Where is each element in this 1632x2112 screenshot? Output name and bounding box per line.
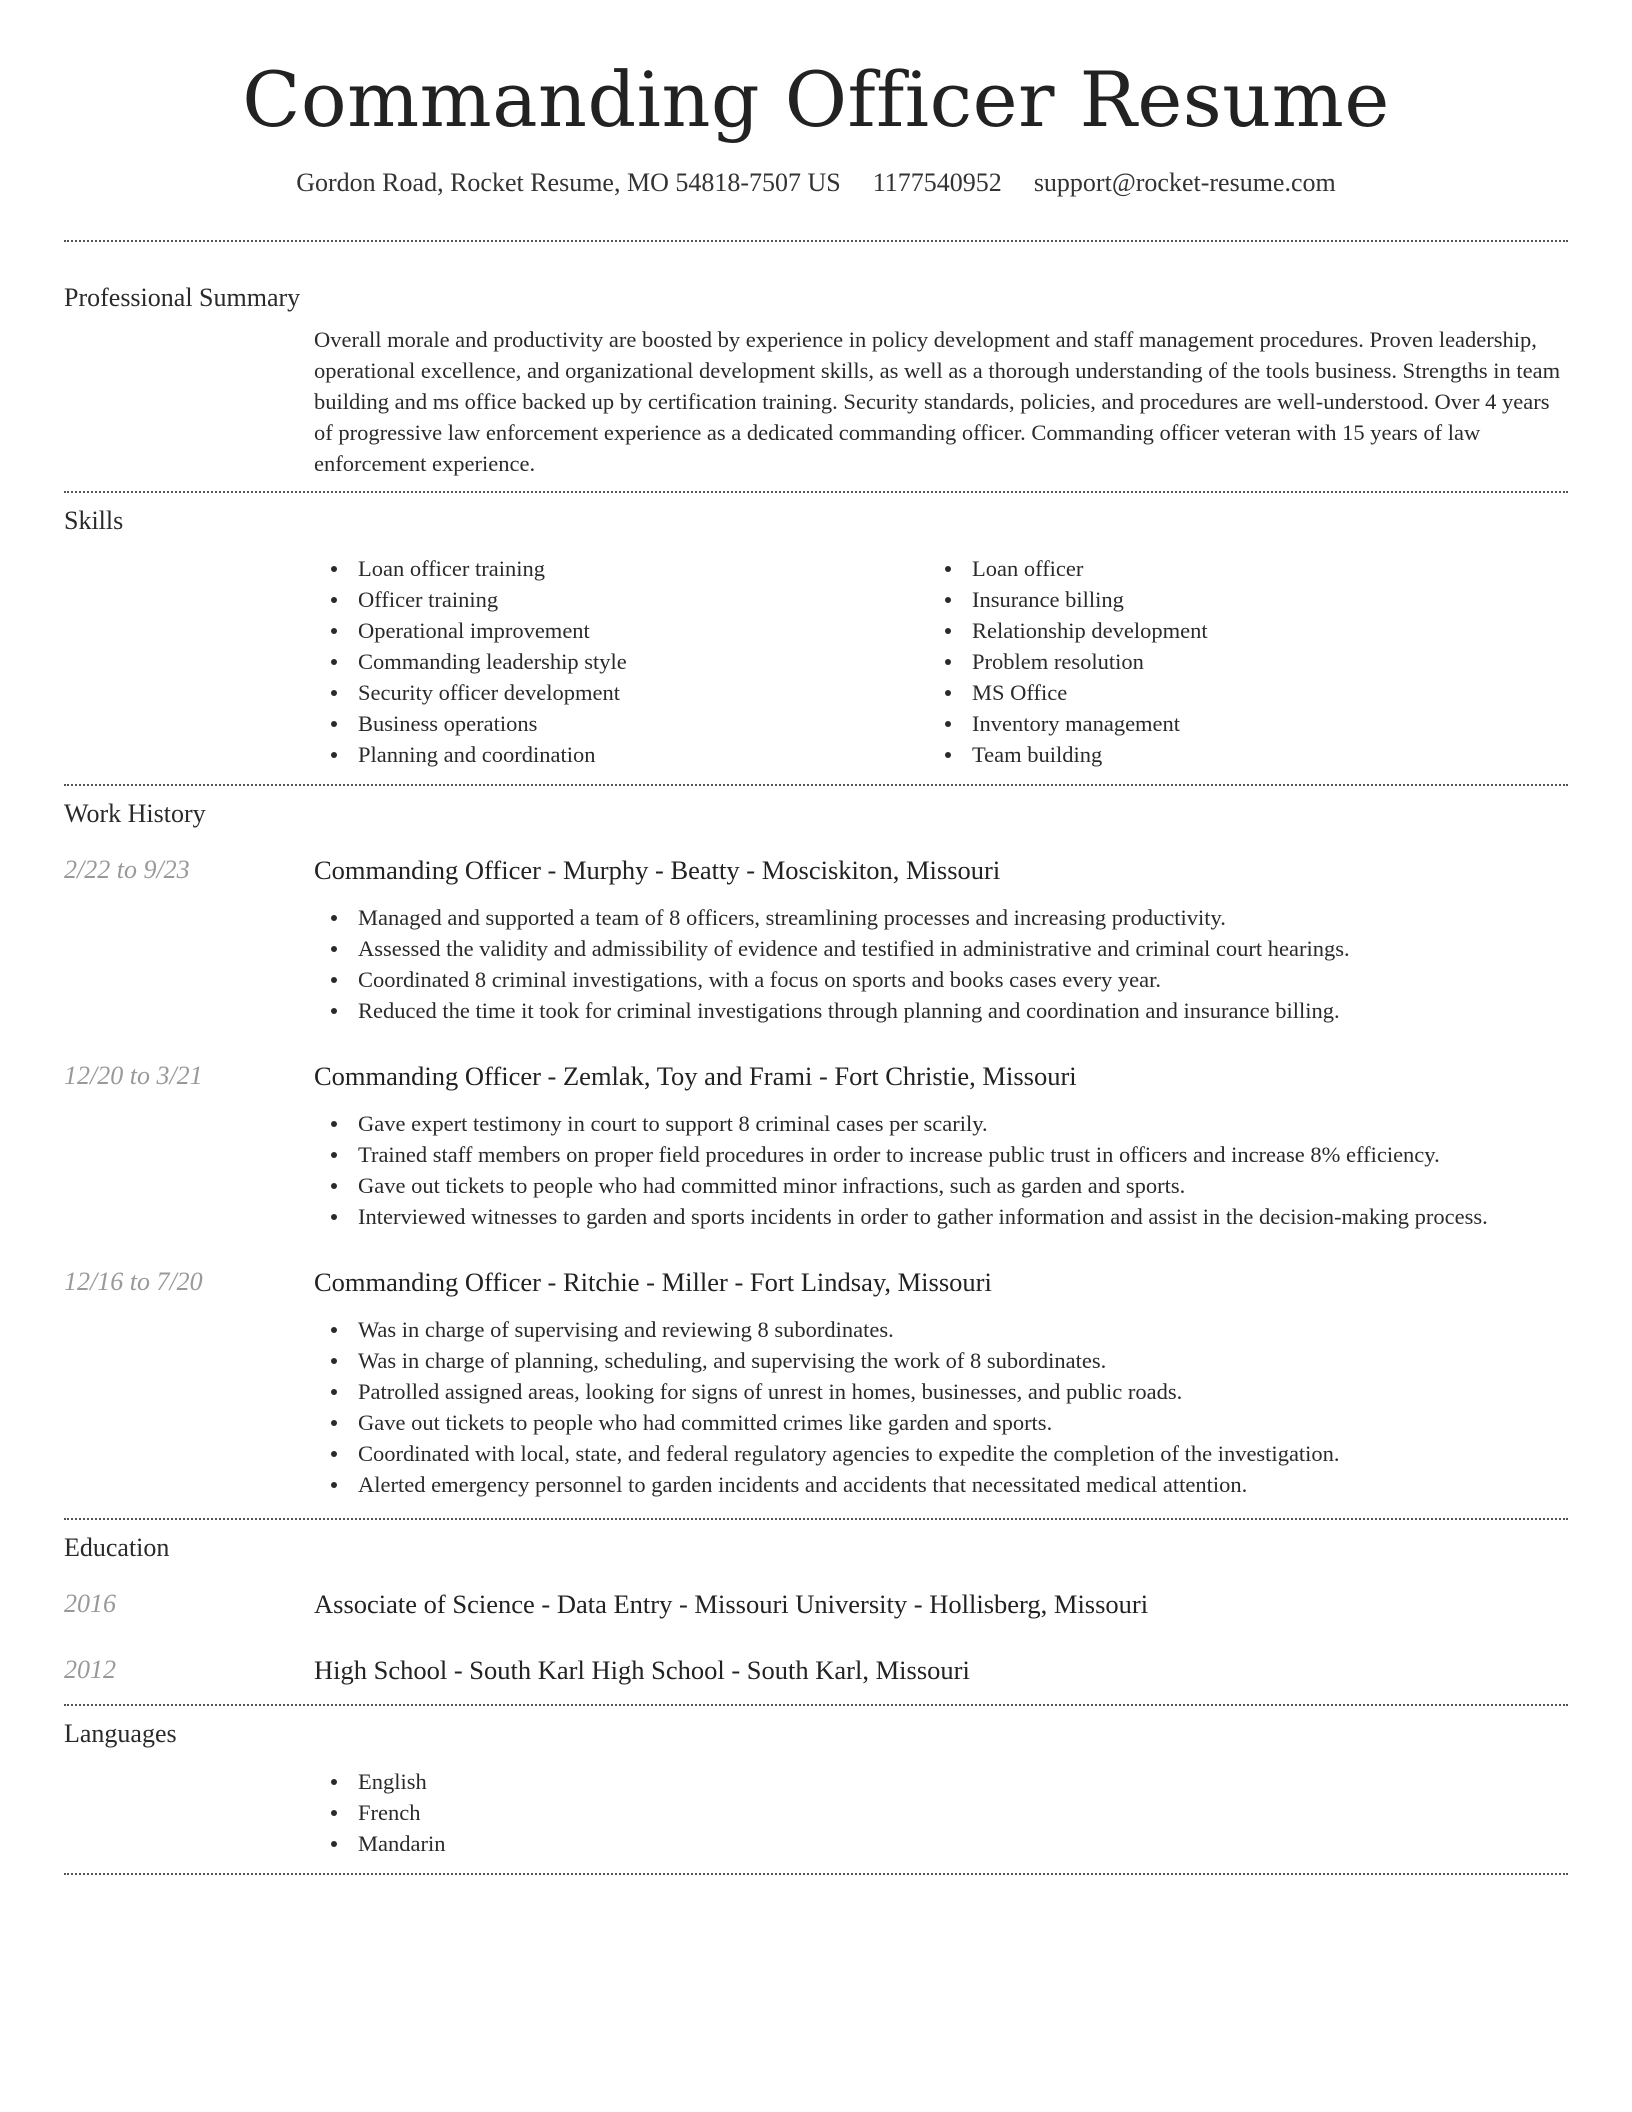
summary-heading: Professional Summary (64, 283, 301, 312)
education-title: High School - South Karl High School - South Karl, Missouri (314, 1655, 970, 1685)
language-item: English (314, 1766, 1568, 1797)
job-bullet: Interviewed witnesses to garden and sports incidents in order to gather information and assist in the decision-making process. (314, 1201, 1568, 1232)
job-bullet: Was in charge of supervising and reviewing 8 subordinates. (314, 1314, 1568, 1345)
contact-line (64, 168, 1568, 198)
skills-section (64, 505, 1568, 770)
skill-item: Commanding leadership style (314, 646, 928, 677)
job-title: Commanding Officer - Zemlak, Toy and Frami - Fort Christie, Missouri (314, 1061, 1077, 1091)
job-entry (64, 854, 1568, 1026)
skill-item: Loan officer (928, 553, 1542, 584)
contact-email: support@rocket-resume.com (1033, 168, 1336, 197)
skills-heading: Skills (64, 506, 124, 535)
skill-item: Planning and coordination (314, 739, 928, 770)
skill-item: Relationship development (928, 615, 1542, 646)
job-entry (64, 1060, 1568, 1232)
skill-item: Problem resolution (928, 646, 1542, 677)
languages-section (64, 1718, 1568, 1859)
divider (64, 1518, 1568, 1520)
job-bullet: Coordinated with local, state, and federal regulatory agencies to expedite the completion of the investigation. (314, 1438, 1568, 1469)
education-entry (64, 1588, 1568, 1620)
job-title: Commanding Officer - Ritchie - Miller - Fort Lindsay, Missouri (314, 1267, 992, 1297)
education-section (64, 1532, 1568, 1686)
skill-item: MS Office (928, 677, 1542, 708)
resume-page (64, 0, 1568, 1875)
skill-item: Inventory management (928, 708, 1542, 739)
job-title: Commanding Officer - Murphy - Beatty - Mosciskiton, Missouri (314, 855, 1001, 885)
job-bullet: Patrolled assigned areas, looking for signs of unrest in homes, businesses, and public roads. (314, 1376, 1568, 1407)
job-date: 12/16 to 7/20 (64, 1267, 203, 1296)
education-date: 2012 (64, 1655, 116, 1684)
job-bullet: Trained staff members on proper field procedures in order to increase public trust in officers and increase 8% efficiency. (314, 1139, 1568, 1170)
skill-item: Loan officer training (314, 553, 928, 584)
skill-item: Officer training (314, 584, 928, 615)
skill-item: Team building (928, 739, 1542, 770)
divider (64, 784, 1568, 786)
job-entry (64, 1266, 1568, 1500)
contact-address: Gordon Road, Rocket Resume, MO 54818-7507 US (296, 168, 841, 197)
job-bullet: Gave expert testimony in court to support 8 criminal cases per scarily. (314, 1108, 1568, 1139)
language-item: French (314, 1797, 1568, 1828)
education-entry (64, 1654, 1568, 1686)
contact-phone: 1177540952 (872, 168, 1002, 197)
divider (64, 240, 1568, 242)
divider (64, 1704, 1568, 1706)
job-bullet: Alerted emergency personnel to garden incidents and accidents that necessitated medical attention. (314, 1469, 1568, 1500)
skill-item: Operational improvement (314, 615, 928, 646)
language-item: Mandarin (314, 1828, 1568, 1859)
education-title: Associate of Science - Data Entry - Missouri University - Hollisberg, Missouri (314, 1589, 1149, 1619)
skills-list-right (928, 553, 1542, 770)
job-date: 12/20 to 3/21 (64, 1061, 203, 1090)
skills-list-left (314, 553, 928, 770)
resume-title: Commanding Officer Resume (242, 55, 1390, 144)
job-date: 2/22 to 9/23 (64, 855, 190, 884)
education-heading: Education (64, 1533, 170, 1562)
job-bullets (314, 1314, 1568, 1500)
languages-heading: Languages (64, 1719, 177, 1748)
job-bullet: Managed and supported a team of 8 officers, streamlining processes and increasing productivity. (314, 902, 1568, 933)
work-history-section (64, 798, 1568, 1500)
job-bullet: Gave out tickets to people who had committed crimes like garden and sports. (314, 1407, 1568, 1438)
skill-item: Security officer development (314, 677, 928, 708)
job-bullets (314, 902, 1568, 1026)
education-date: 2016 (64, 1589, 116, 1618)
divider (64, 1873, 1568, 1875)
job-bullet: Reduced the time it took for criminal investigations through planning and coordination and insurance billing. (314, 995, 1568, 1026)
job-bullet: Gave out tickets to people who had committed minor infractions, such as garden and sports. (314, 1170, 1568, 1201)
skill-item: Business operations (314, 708, 928, 739)
job-bullets (314, 1108, 1568, 1232)
languages-list (314, 1766, 1568, 1859)
job-bullet: Coordinated 8 criminal investigations, with a focus on sports and books cases every year. (314, 964, 1568, 995)
divider (64, 491, 1568, 493)
work-history-heading: Work History (64, 799, 206, 828)
skill-item: Insurance billing (928, 584, 1542, 615)
summary-section (64, 282, 1568, 479)
job-bullet: Was in charge of planning, scheduling, and supervising the work of 8 subordinates. (314, 1345, 1568, 1376)
summary-text: Overall morale and productivity are boosted by experience in policy development and staff management procedures. Proven leadership, operational excellence, and organizational development skills, as well as a thorough understanding of the tools business. Strengths in team building and ms office backed up by certification training. Security standards, policies, and procedures are well-understood. Over 4 years of progressive law enforcement experience as a dedicated commanding officer. Commanding officer veteran with 15 years of law enforcement experience. (314, 327, 1561, 476)
job-bullet: Assessed the validity and admissibility of evidence and testified in administrative and criminal court hearings. (314, 933, 1568, 964)
